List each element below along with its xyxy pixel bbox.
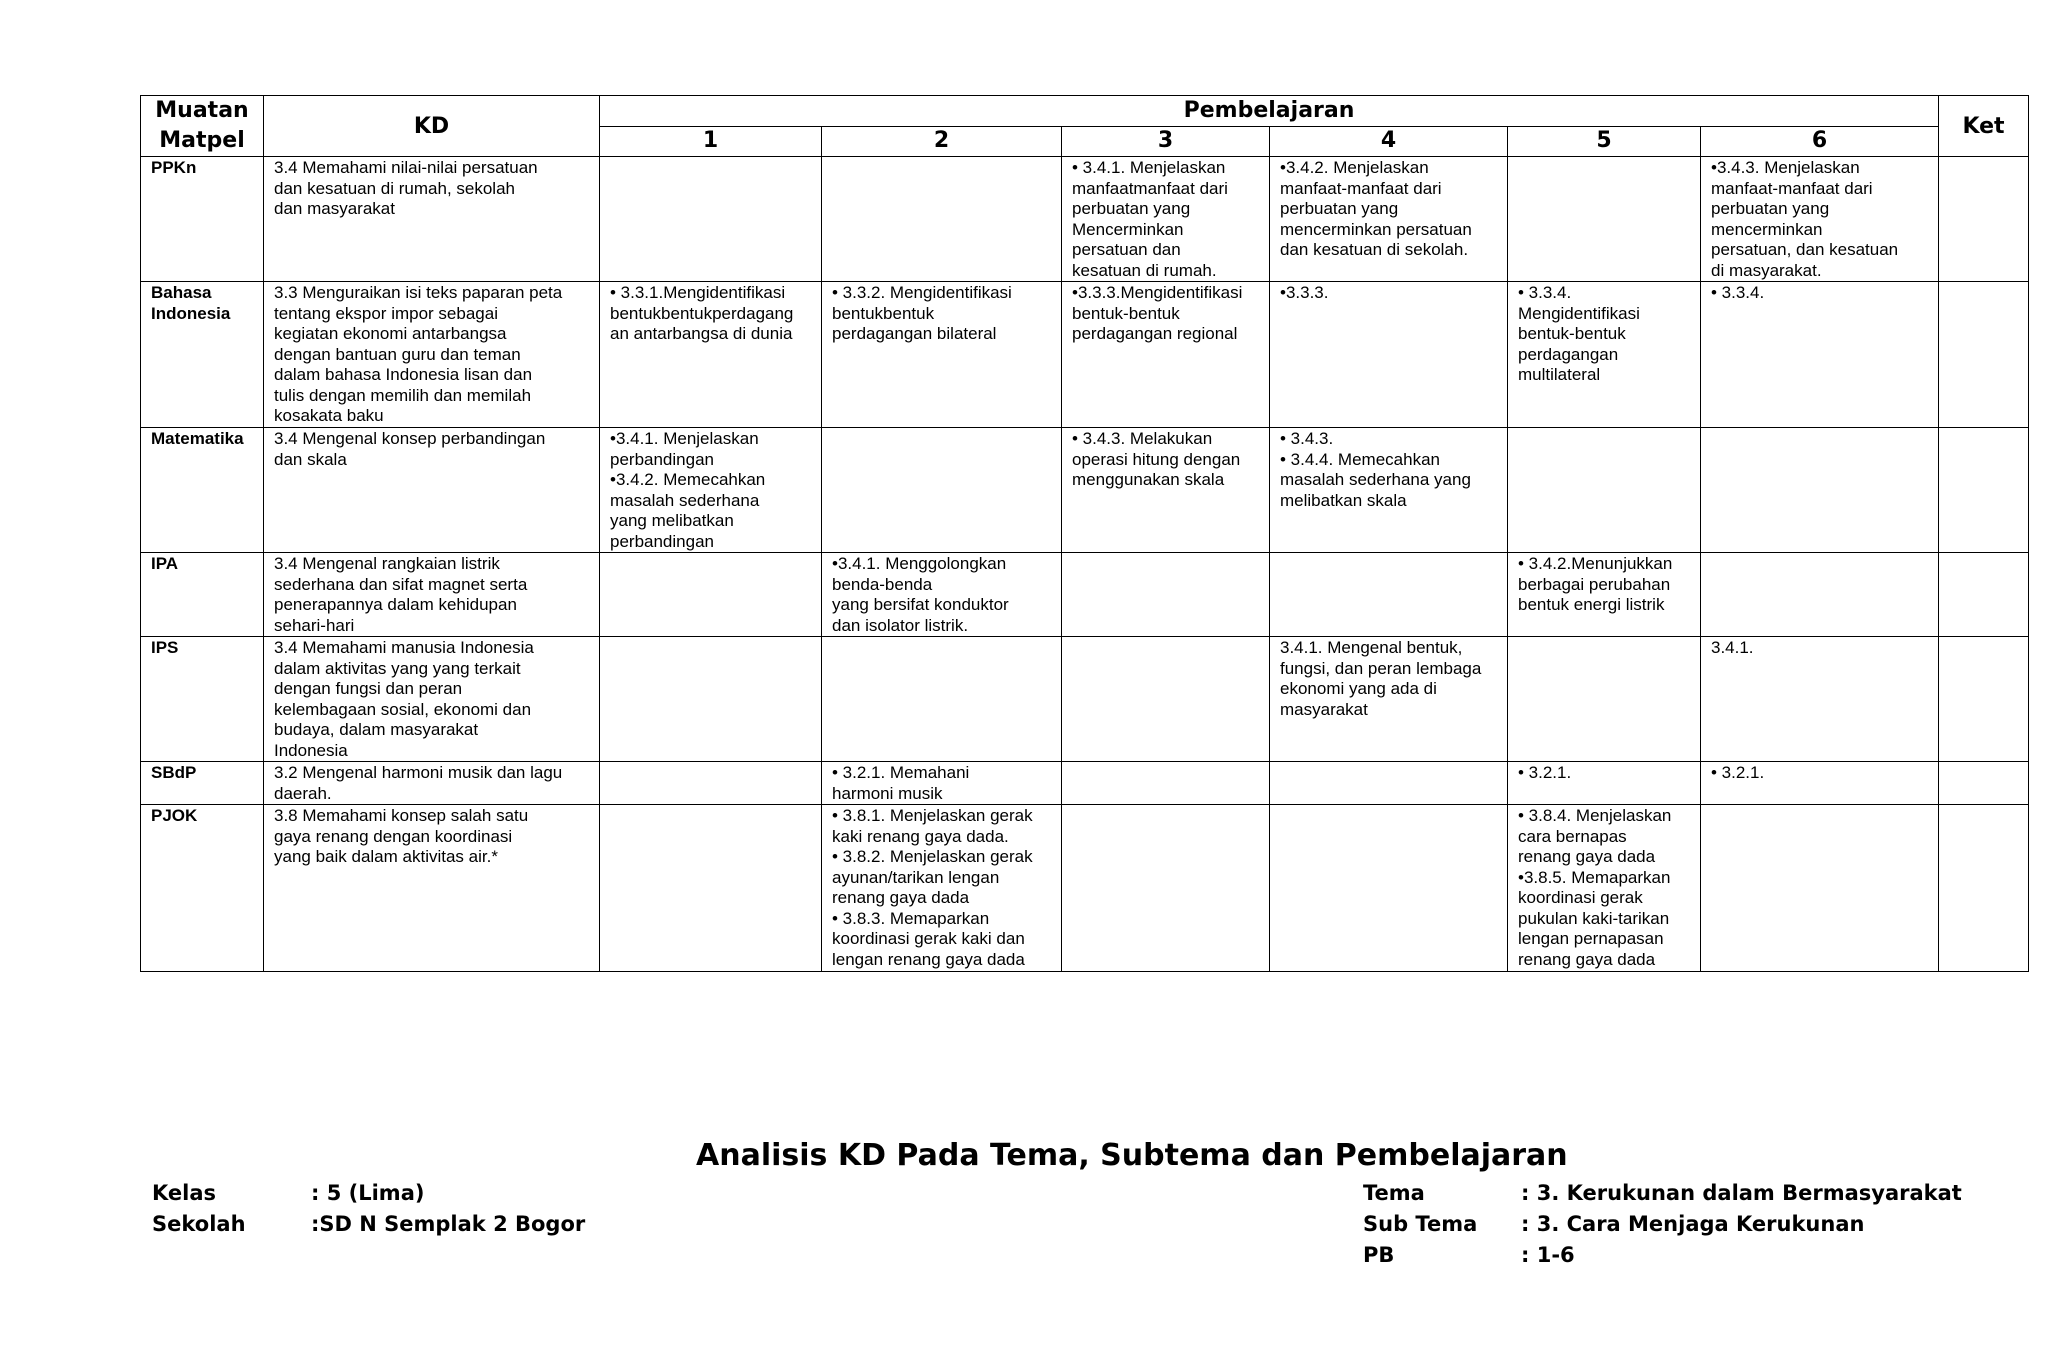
cell-text-line: renang gaya dada [1518,847,1656,866]
pembelajaran-6-cell [1701,428,1939,553]
cell-text-line: 3.3 Menguraikan isi teks paparan peta [274,283,563,302]
pembelajaran-4-cell [1270,762,1508,805]
cell-text-line: berbagai perubahan [1518,574,1671,594]
pembelajaran-5-cell [1508,805,1701,972]
pembelajaran-2-cell [822,553,1062,637]
pembelajaran-3-cell [1062,637,1270,762]
subject-cell [141,553,264,637]
cell-text-line: bentuk-bentuk [1518,324,1626,343]
ket-cell [1939,428,2029,553]
cell-text-line: benda-benda [832,574,933,594]
pembelajaran-3-cell [1062,428,1270,553]
kd-cell [264,157,600,282]
cell-text-line: • 3.8.2. Menjelaskan gerak [832,847,1033,866]
cell-text-line: kesatuan di rumah. [1072,260,1217,280]
kd-cell [264,428,600,553]
cell-text-line: • 3.8.1. Menjelaskan gerak [832,806,1033,825]
cell-text-line: 3.4.1. Mengenal bentuk, [1280,638,1463,657]
cell-text-line: multilateral [1518,365,1601,384]
pembelajaran-2-cell [822,282,1062,428]
header-num-3: 3 [1062,126,1270,157]
cell-text-line: bentuk energi listrik [1518,595,1665,614]
cell-text-line: Bahasa [151,283,212,302]
cell-text-line: dan masyarakat [274,199,395,218]
pembelajaran-1-cell [600,282,822,428]
pembelajaran-1-cell [600,762,822,805]
pembelajaran-5-cell [1508,553,1701,637]
cell-text-line: kegiatan ekonomi antarbangsa [274,324,507,343]
cell-text-line: persatuan dan [1072,240,1181,259]
cell-text-line: • 3.4.1. Menjelaskan [1072,158,1226,177]
pembelajaran-6-cell [1701,805,1939,972]
header-num-6: 6 [1701,126,1939,157]
cell-text-line: kelembagaan sosial, ekonomi dan [274,699,532,719]
cell-text-line: manfaat-manfaat dari [1711,178,1873,198]
table-row [141,637,2029,762]
pembelajaran-3-cell [1062,762,1270,805]
subject-cell [141,805,264,972]
kd-cell [264,282,600,428]
cell-text-line: dalam aktivitas yang yang terkait [274,658,521,678]
pembelajaran-4-cell [1270,157,1508,282]
sekolah-label: Sekolah [152,1212,246,1236]
cell-text-line: perdagangan [1518,344,1619,364]
cell-text-line: an antarbangsa di dunia [610,324,793,343]
pembelajaran-5-cell [1508,762,1701,805]
kd-cell [264,553,600,637]
pembelajaran-1-cell [600,553,822,637]
pembelajaran-2-cell [822,762,1062,805]
pembelajaran-3-cell [1062,553,1270,637]
pembelajaran-6-cell [1701,762,1939,805]
cell-text-line: harmoni musik [832,783,943,803]
cell-text-line: dan skala [274,449,347,469]
pembelajaran-4-cell [1270,637,1508,762]
header-ket: Ket [1939,96,2029,157]
cell-text-line: lengan pernapasan [1518,929,1664,948]
cell-text-line: perbandingan [610,531,714,551]
cell-text-line: koordinasi gerak kaki dan [832,929,1025,948]
cell-text-line: • 3.3.4. [1711,283,1765,302]
cell-text-line: dan isolator listrik. [832,615,969,635]
cell-text-line: 3.2 Mengenal harmoni musik dan lagu [274,763,563,782]
cell-text-line: perbuatan yang [1072,199,1191,218]
ket-cell [1939,553,2029,637]
cell-text-line: dan kesatuan di sekolah. [1280,240,1469,259]
cell-text-line: • 3.4.2.Menunjukkan [1518,554,1673,573]
header-pembelajaran: Pembelajaran [600,96,1939,127]
pembelajaran-2-cell [822,428,1062,553]
cell-text-line: dan kesatuan di rumah, sekolah [274,178,515,198]
cell-text-line: ekonomi yang ada di [1280,679,1437,698]
ket-cell [1939,282,2029,428]
pembelajaran-3-cell [1062,157,1270,282]
cell-text-line: masalah sederhana [610,490,760,510]
cell-text-line: • 3.3.1.Mengidentifikasi [610,283,786,302]
cell-text-line: •3.8.5. Memaparkan [1518,867,1671,887]
header-num-5: 5 [1508,126,1701,157]
pembelajaran-5-cell [1508,637,1701,762]
cell-text-line: tulis dengan memilih dan memilah [274,385,532,405]
cell-text-line: •3.4.2. Menjelaskan [1280,158,1429,177]
cell-text-line: Matematika [151,429,244,448]
pembelajaran-2-cell [822,805,1062,972]
kd-cell [264,805,600,972]
cell-text-line: bentukbentuk [832,303,935,323]
cell-text-line: perbandingan [610,449,714,469]
cell-text-line: budaya, dalam masyarakat [274,720,479,739]
cell-text-line: • 3.3.4. [1518,283,1572,302]
cell-text-line: • 3.2.1. Memahani [832,763,970,782]
kelas-label: Kelas [152,1181,217,1205]
pembelajaran-5-cell [1508,282,1701,428]
cell-text-line: ayunan/tarikan lengan [832,867,1000,887]
cell-text-line: sehari-hari [274,615,355,635]
header-kd: KD [264,96,600,157]
cell-text-line: • 3.8.4. Menjelaskan [1518,806,1672,825]
pb-label: PB [1363,1243,1395,1267]
pembelajaran-6-cell [1701,553,1939,637]
pembelajaran-4-cell [1270,553,1508,637]
subtema-value: : 3. Cara Menjaga Kerukunan [1521,1212,1865,1236]
cell-text-line: • 3.2.1. [1711,763,1765,782]
cell-text-line: dengan bantuan guru dan teman [274,344,521,364]
pembelajaran-4-cell [1270,282,1508,428]
pembelajaran-3-cell [1062,805,1270,972]
table-body [141,157,2029,972]
cell-text-line: yang melibatkan [610,511,734,530]
tema-label: Tema [1363,1181,1425,1205]
cell-text-line: cara bernapas [1518,826,1627,846]
cell-text-line: yang baik dalam aktivitas air.* [274,847,498,866]
cell-text-line: • 3.2.1. [1518,763,1572,782]
kd-cell [264,637,600,762]
subject-cell [141,428,264,553]
cell-text-line: manfaat-manfaat dari [1280,178,1442,198]
cell-text-line: masyarakat [1280,699,1368,719]
table-row [141,157,2029,282]
pembelajaran-6-cell [1701,637,1939,762]
cell-text-line: Mencerminkan [1072,219,1184,239]
pembelajaran-6-cell [1701,282,1939,428]
pembelajaran-1-cell [600,805,822,972]
subject-cell [141,637,264,762]
table-row [141,805,2029,972]
cell-text-line: pukulan kaki-tarikan [1518,908,1670,928]
cell-text-line: perbuatan yang [1711,199,1830,218]
header-num-1: 1 [600,126,822,157]
pembelajaran-4-cell [1270,805,1508,972]
cell-text-line: IPA [151,554,179,573]
cell-text-line: •3.4.1. Menggolongkan [832,554,1007,573]
table-row [141,762,2029,805]
subject-cell [141,762,264,805]
page-title: Analisis KD Pada Tema, Subtema dan Pembelajaran [696,1138,1568,1173]
cell-text-line: koordinasi gerak [1518,888,1643,907]
cell-text-line: Indonesia [274,740,348,760]
pembelajaran-6-cell [1701,157,1939,282]
cell-text-line: 3.4 Mengenal konsep perbandingan [274,429,546,448]
cell-text-line: • 3.4.3. Melakukan [1072,429,1213,448]
cell-text-line: menggunakan skala [1072,470,1225,489]
cell-text-line: perdagangan regional [1072,324,1238,343]
pembelajaran-2-cell [822,157,1062,282]
cell-text-line: 3.4 Memahami nilai-nilai persatuan [274,158,538,177]
cell-text-line: daerah. [274,783,332,803]
cell-text-line: sederhana dan sifat magnet serta [274,574,528,594]
cell-text-line: gaya renang dengan koordinasi [274,826,513,846]
pembelajaran-1-cell [600,428,822,553]
kd-cell [264,762,600,805]
cell-text-line: PPKn [151,158,197,177]
ket-cell [1939,762,2029,805]
cell-text-line: •3.3.3.Mengidentifikasi [1072,283,1243,302]
table-row [141,282,2029,428]
cell-text-line: •3.4.1. Menjelaskan [610,429,759,448]
ket-cell [1939,637,2029,762]
cell-text-line: mencerminkan [1711,219,1823,239]
cell-text-line: • 3.8.3. Memaparkan [832,908,990,928]
subtema-label: Sub Tema [1363,1212,1478,1236]
cell-text-line: kosakata baku [274,406,384,425]
cell-text-line: yang bersifat konduktor [832,595,1009,614]
cell-text-line: IPS [151,638,179,657]
cell-text-line: 3.4 Mengenal rangkaian listrik [274,554,500,573]
kelas-value: : 5 (Lima) [311,1181,425,1205]
cell-text-line: lengan renang gaya dada [832,949,1025,969]
cell-text-line: perdagangan bilateral [832,324,997,343]
cell-text-line: fungsi, dan peran lembaga [1280,658,1482,678]
cell-text-line: 3.4.1. [1711,638,1754,657]
header-num-4: 4 [1270,126,1508,157]
cell-text-line: dengan fungsi dan peran [274,679,463,698]
cell-text-line: 3.4 Memahami manusia Indonesia [274,638,534,657]
cell-text-line: operasi hitung dengan [1072,449,1241,469]
sekolah-value: :SD N Semplak 2 Bogor [311,1212,586,1236]
cell-text-line: Mengidentifikasi [1518,303,1640,323]
cell-text-line: persatuan, dan kesatuan [1711,240,1899,259]
pb-value: : 1-6 [1521,1243,1575,1267]
subject-cell [141,157,264,282]
tema-value: : 3. Kerukunan dalam Bermasyarakat [1521,1181,1962,1205]
ket-cell [1939,805,2029,972]
cell-text-line: dalam bahasa Indonesia lisan dan [274,365,533,384]
cell-text-line: •3.3.3. [1280,283,1329,302]
pembelajaran-5-cell [1508,428,1701,553]
cell-text-line: • 3.4.4. Memecahkan [1280,449,1440,469]
subject-cell [141,282,264,428]
cell-text-line: tentang ekspor impor sebagai [274,303,498,323]
cell-text-line: mencerminkan persatuan [1280,219,1472,239]
kd-analysis-table [140,95,2029,972]
cell-text-line: Indonesia [151,303,231,323]
cell-text-line: •3.4.2. Memecahkan [610,470,766,489]
table-row [141,428,2029,553]
table-row [141,553,2029,637]
cell-text-line: • 3.4.3. [1280,429,1334,448]
cell-text-line: • 3.3.2. Mengidentifikasi [832,283,1012,302]
header-num-2: 2 [822,126,1062,157]
cell-text-line: melibatkan skala [1280,490,1407,510]
cell-text-line: bentukbentukperdagang [610,303,794,323]
cell-text-line: manfaatmanfaat dari [1072,178,1228,198]
cell-text-line: kaki renang gaya dada. [832,826,1009,846]
pembelajaran-4-cell [1270,428,1508,553]
header-muatan-matpel: Muatan Matpel [141,96,264,157]
cell-text-line: •3.4.3. Menjelaskan [1711,158,1860,177]
cell-text-line: SBdP [151,763,197,782]
pembelajaran-1-cell [600,157,822,282]
cell-text-line: masalah sederhana yang [1280,470,1471,489]
cell-text-line: 3.8 Memahami konsep salah satu [274,806,529,825]
cell-text-line: perbuatan yang [1280,199,1399,218]
cell-text-line: PJOK [151,806,198,825]
cell-text-line: bentuk-bentuk [1072,303,1180,323]
pembelajaran-5-cell [1508,157,1701,282]
cell-text-line: renang gaya dada [832,888,970,907]
cell-text-line: penerapannya dalam kehidupan [274,595,517,614]
pembelajaran-3-cell [1062,282,1270,428]
pembelajaran-1-cell [600,637,822,762]
cell-text-line: renang gaya dada [1518,949,1656,969]
pembelajaran-2-cell [822,637,1062,762]
ket-cell [1939,157,2029,282]
cell-text-line: di masyarakat. [1711,260,1822,280]
